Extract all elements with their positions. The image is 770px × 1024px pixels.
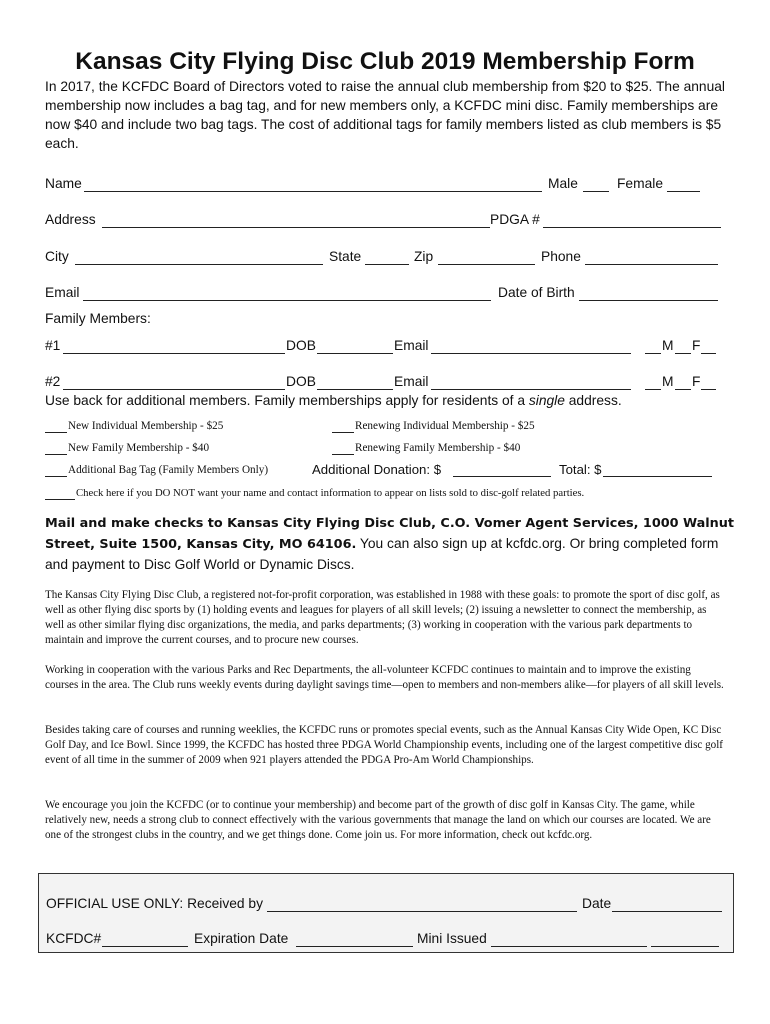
family-note: [45, 393, 725, 413]
official-use-box: [38, 873, 734, 953]
phone-label: Phone: [541, 249, 581, 264]
fam2-dob-field[interactable]: [317, 389, 393, 390]
about-paragraph-4: We encourage you join the KCFDC (or to continue your membership) and become part of the growth of disc golf in Kansas City. The game, while relatively new, needs a strong club to connect effectively with the various governments that manage the land on which our courses are located. We are one of the strongest clubs in the country, and we get things done. Come join us. For more information, check out kcfdc.org.: [45, 799, 711, 841]
opt-out-label: Check here if you DO NOT want your name and contact information to appear on lists sold to disc-golf related parties.: [76, 487, 585, 499]
form-title: Kansas City Flying Disc Club 2019 Membership Form: [75, 48, 695, 75]
fam1-label: #1: [45, 338, 61, 353]
official-date-field[interactable]: [612, 911, 722, 912]
name-row: [45, 176, 725, 196]
mini-issued-field-2[interactable]: [651, 946, 719, 947]
new-family-label: New Family Membership - $40: [68, 442, 210, 454]
fam1-f-line[interactable]: [701, 353, 716, 354]
fam1-m-field[interactable]: [645, 353, 661, 354]
about-paragraph-3: Besides taking care of courses and running weeklies, the KCFDC runs or promotes special events, such as the Annual Kansas City Wide Open, KC Disc Golf Day, and Ice Bowl. Since 1999, the KCFDC has hosted three PDGA World Championship events, including one of the largest competitive disc golf event of all time in the summer of 2009 when 921 players attended the PDGA Pro-Am World Championships.: [45, 724, 723, 766]
total-field[interactable]: [603, 476, 712, 477]
fam1-email-label: Email: [394, 338, 429, 353]
intro-paragraph: In 2017, the KCFDC Board of Directors voted to raise the annual club membership from $20 to $25. The annual membership now includes a bag tag, and for new members only, a KCFDC mini disc. Family memberships are now $40 and include two bag tags. The cost of additional tags for family members listed as club members is $5 each.: [45, 79, 726, 151]
fam1-email-field[interactable]: [431, 353, 631, 354]
city-row: [45, 249, 725, 269]
total-label: Total: $: [559, 462, 602, 477]
fam1-dob-field[interactable]: [317, 353, 393, 354]
fam2-email-label: Email: [394, 374, 429, 389]
fam1-f-label: F: [692, 338, 701, 353]
mail-instructions: [45, 513, 735, 575]
received-by-field[interactable]: [267, 911, 577, 912]
pdga-label: PDGA #: [490, 212, 540, 227]
address-field[interactable]: [102, 227, 490, 228]
bag-tag-label: Additional Bag Tag (Family Members Only): [68, 464, 269, 476]
female-field[interactable]: [667, 191, 700, 192]
family-member-2-row: [45, 374, 725, 394]
male-field[interactable]: [583, 191, 609, 192]
family-members-row: [45, 311, 725, 331]
renewing-individual-checkline[interactable]: [332, 432, 354, 433]
opt-out-row: [45, 487, 725, 505]
about-paragraph-1: The Kansas City Flying Disc Club, a registered not-for-profit corporation, was established in 1988 with these goals: to promote the sport of disc golf, as well as other flying disc sports by (1) holding events and leagues for players of all skill levels; (2) issuing a newsletter to connect the membership, as well as other similar flying disc organizations, the media, and parks departments; (3) working in cooperation with the various park departments to maintain and improve the current courses, and to procure new courses.: [45, 589, 720, 646]
fam2-f-label: F: [692, 374, 701, 389]
expiration-field[interactable]: [296, 946, 413, 947]
renewing-individual-label: Renewing Individual Membership - $25: [355, 420, 535, 432]
zip-field[interactable]: [438, 264, 535, 265]
official-row-1: [46, 896, 726, 916]
family-note-emphasis: single: [528, 393, 565, 408]
email-label: Email: [45, 285, 80, 300]
mini-issued-field[interactable]: [491, 946, 647, 947]
family-note-post: address.: [564, 393, 622, 408]
male-label: Male: [548, 176, 578, 191]
options-row-3: [45, 462, 725, 482]
dob-full-label: Date of Birth: [498, 285, 575, 300]
family-note-text: [45, 393, 622, 408]
email-row: [45, 285, 725, 305]
kcfdc-number-field[interactable]: [102, 946, 188, 947]
city-label: City: [45, 249, 69, 264]
state-field[interactable]: [365, 264, 409, 265]
fam2-f-field[interactable]: [675, 389, 691, 390]
family-member-1-row: [45, 338, 725, 358]
donation-label: Additional Donation: $: [312, 462, 442, 477]
received-by-label: OFFICIAL USE ONLY: Received by: [46, 896, 263, 911]
expiration-label: Expiration Date: [194, 931, 289, 946]
fam1-m-label: M: [662, 338, 674, 353]
name-label: Name: [45, 176, 82, 191]
fam1-name-field[interactable]: [63, 353, 285, 354]
name-field[interactable]: [84, 191, 542, 192]
official-date-label: Date: [582, 896, 612, 911]
fam2-f-line[interactable]: [701, 389, 716, 390]
fam1-f-field[interactable]: [675, 353, 691, 354]
dob-full-field[interactable]: [579, 300, 718, 301]
options-row-2: [45, 442, 725, 460]
address-row: [45, 212, 725, 232]
new-individual-label: New Individual Membership - $25: [68, 420, 224, 432]
fam2-email-field[interactable]: [431, 389, 631, 390]
fam2-name-field[interactable]: [63, 389, 285, 390]
kcfdc-number-label: KCFDC#: [46, 931, 102, 946]
address-label: Address: [45, 212, 96, 227]
fam1-dob-label: DOB: [286, 338, 316, 353]
city-field[interactable]: [75, 264, 323, 265]
about-paragraph-2: Working in cooperation with the various Parks and Rec Departments, the all-volunteer KCFDC continues to maintain and to improve the existing courses in the area. The Club runs weekly events during daylight savings time—open to members and non-members alike—for players of all skill levels.: [45, 664, 724, 691]
mail-alternatives: You can also sign up at kcfdc.org. Or bring completed form and payment to Disc Golf World or Dynamic Discs.: [45, 536, 719, 572]
email-field[interactable]: [83, 300, 491, 301]
options-row-1: [45, 420, 725, 438]
family-note-pre: Use back for additional members. Family memberships apply for residents of a: [45, 393, 529, 408]
opt-out-checkline[interactable]: [45, 499, 75, 500]
bag-tag-checkline[interactable]: [45, 476, 67, 477]
fam2-m-field[interactable]: [645, 389, 661, 390]
mini-issued-label: Mini Issued: [417, 931, 487, 946]
donation-field[interactable]: [453, 476, 551, 477]
pdga-field[interactable]: [543, 227, 721, 228]
zip-label: Zip: [414, 249, 434, 264]
fam2-m-label: M: [662, 374, 674, 389]
mail-address: Mail and make checks to Kansas City Flying Disc Club, C.O. Vomer Agent Services, 1000 Walnut Street, Suite 1500, Kansas City, MO 64106.: [45, 516, 735, 552]
state-label: State: [329, 249, 362, 264]
renewing-family-checkline[interactable]: [332, 454, 354, 455]
new-family-checkline[interactable]: [45, 454, 67, 455]
renewing-family-label: Renewing Family Membership - $40: [355, 442, 521, 454]
official-row-2: [46, 931, 726, 951]
female-label: Female: [617, 176, 664, 191]
fam2-label: #2: [45, 374, 61, 389]
family-members-label: Family Members:: [45, 311, 151, 326]
fam2-dob-label: DOB: [286, 374, 316, 389]
phone-field[interactable]: [585, 264, 718, 265]
new-individual-checkline[interactable]: [45, 432, 67, 433]
